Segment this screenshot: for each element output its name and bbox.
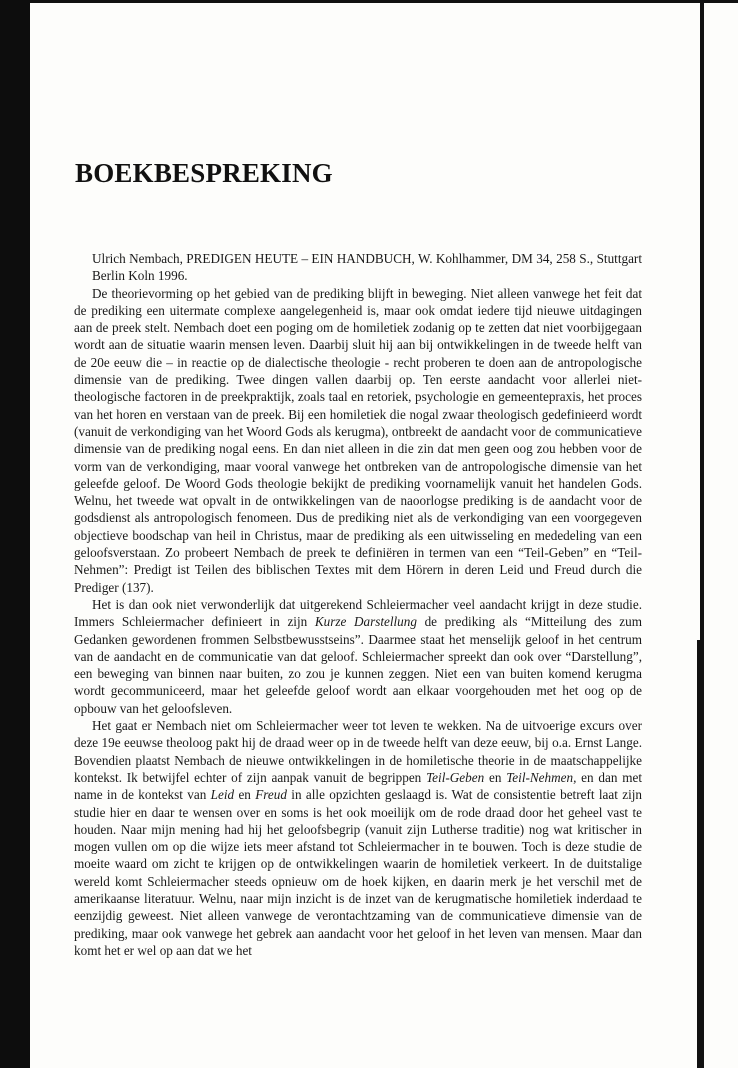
paragraph-3-text-e: in alle opzichten geslaagd is. Wat de consistentie betreft laat zijn studie hier en daar te wensen over en soms is het ook moeilijk om de rode draad door het geheel vast te houden. Naar mijn mening had hij het geloofsbegrip (vanuit zijn Lutherse traditie) nog wat kritischer in mogen vullen om op die wijze iets meer afstand tot Schleiermacher in te bouwen. Toch is deze studie de moeite waard om zicht te krijgen op de ontwikkelingen waarin de homiletiek verkeert. In de duitstalige wereld komt Schleiermacher steeds opnieuw om de hoek kijken, en daarin merk je het verschil met de amerikaanse literatuur. Welnu, naar mijn inzicht is de inzet van de kerugmatische homiletiek inderdaad te eenzijdig geweest. Niet alleen vanwege de verontachtzaming van de communicatieve dimensie van de prediking, maar ook vanwege het gebrek aan aandacht voor het geloof in het leven van mensen. Maar dan komt het er wel op aan dat we het	[74, 787, 642, 958]
paragraph-2-emphasis: Kurze Darstellung	[314, 614, 417, 630]
book-citation: Ulrich Nembach, PREDIGEN HEUTE – EIN HANDBUCH, W. Kohlhammer, DM 34, 258 S., Stuttgart Berlin Koln 1996.	[92, 251, 642, 284]
paragraph-2-text-a: Het is dan ook niet verwonderlijk dat uitgerekend Schleiermacher veel aandacht krijgt in deze studie. Immers Schleiermacher definieert in zijn	[74, 596, 642, 630]
paragraph-3-text-d: en	[234, 787, 256, 803]
paragraph-3-emphasis-2: Teil-Nehmen,	[506, 769, 577, 785]
scan-edge-right-lower	[697, 640, 704, 1068]
paragraph-3	[74, 717, 642, 959]
scan-edge-left	[0, 0, 30, 1068]
paragraph-2	[74, 596, 642, 717]
review-body	[74, 250, 642, 959]
paragraph-3-emphasis-3: Leid	[210, 787, 235, 803]
paragraph-3-emphasis-4: Freud	[255, 787, 287, 803]
paragraph-3-emphasis-1: Teil-Geben	[426, 769, 485, 785]
page-heading: BOEKBESPREKING	[75, 158, 333, 188]
paragraph-3-text-c: en dan met name in de kontekst van	[74, 769, 642, 803]
scan-edge-top	[0, 0, 738, 3]
paragraph-3-text-a: Het gaat er Nembach niet om Schleiermacher weer tot leven te wekken. Na de uitvoerige excurs over deze 19e eeuwse theoloog pakt hij de draad weer op in de tweede helft van deze eeuw, bij o.a. Ernst Lange. Bovendien plaatst Nembach de nieuwe ontwikkelingen in de homiletische theorie in de maatschappelijke kontekst. Ik betwijfel echter of zijn aanpak vanuit de begrippen	[74, 718, 642, 785]
paragraph-1: De theorievorming op het gebied van de prediking blijft in beweging. Niet alleen vanwege het feit dat de prediking een uitermate complexe aangelegenheid is, maar ook omdat iedere tijd nieuwe uitdagingen aan de preek stelt. Nembach doet een poging om de homiletiek zodanig op te zetten dat niet voorbijgegaan wordt aan de situatie waarin mensen leven. Daarbij sluit hij aan bij ontwikkelingen in de tweede helft van de 20e eeuw die – in reactie op de dialectische theologie - recht proberen te doen aan de antropologische dimensie van de prediking. Twee dingen vallen daarbij op. Ten eerste aandacht voor allerlei niet-theologische factoren in de preekpraktijk, zoals taal en retoriek, psychologie en gemeentepraxis, het proces van het horen en verstaan van de preek. Bij een homiletiek die nogal zwaar theologisch gedefinieerd wordt (vanuit de verkondiging van het Woord Gods als kerugma), ontbreekt de aandacht voor de communicatieve dimensie van de prediking nogal eens. En dan niet alleen in die zin dat men geen oog zou hebben voor de vorm van de verkondiging, maar vooral vanwege het ontbreken van de antropologische dimensie van het geleefde geloof. De Woord Gods theologie bekijkt de prediking voornamelijk vanuit het handelen Gods. Welnu, het tweede wat opvalt in de ontwikkelingen van de naoorlogse prediking is de aandacht voor de godsdienst als antropologisch fenomeen. Dus de prediking niet als de verkondiging van een voorgegeven objectieve boodschap van heil in Christus, maar de prediking als een uitwisseling en mededeling van een geloofsverstaan. Zo probeert Nembach de preek te definiëren in termen van een “Teil-Geben” en “Teil-Nehmen”: Predigt ist Teilen des biblischen Textes mit dem Hörern in deren Leid und Freud durch die Prediger (137).	[74, 285, 642, 595]
paragraph-3-text-b: en	[484, 769, 507, 785]
paragraph-2-text-b: de prediking als “Mitteilung des zum Gedanken gewordenen frommen Selbstbewusstseins”. Daarmee staat het menselijk geloof in het centrum van de aandacht en de communicatie van dat geloof. Schleiermacher spreekt dan ook over “Darstellung”, een beweging van binnen naar buiten, zo zou je kunnen zeggen. Niet een van buiten komend kerugma wordt gecommuniceerd, maar het geleefde geloof wordt aan elkaar voorgehouden met het oog op de opbouw van het geloofsleven.	[74, 614, 643, 716]
